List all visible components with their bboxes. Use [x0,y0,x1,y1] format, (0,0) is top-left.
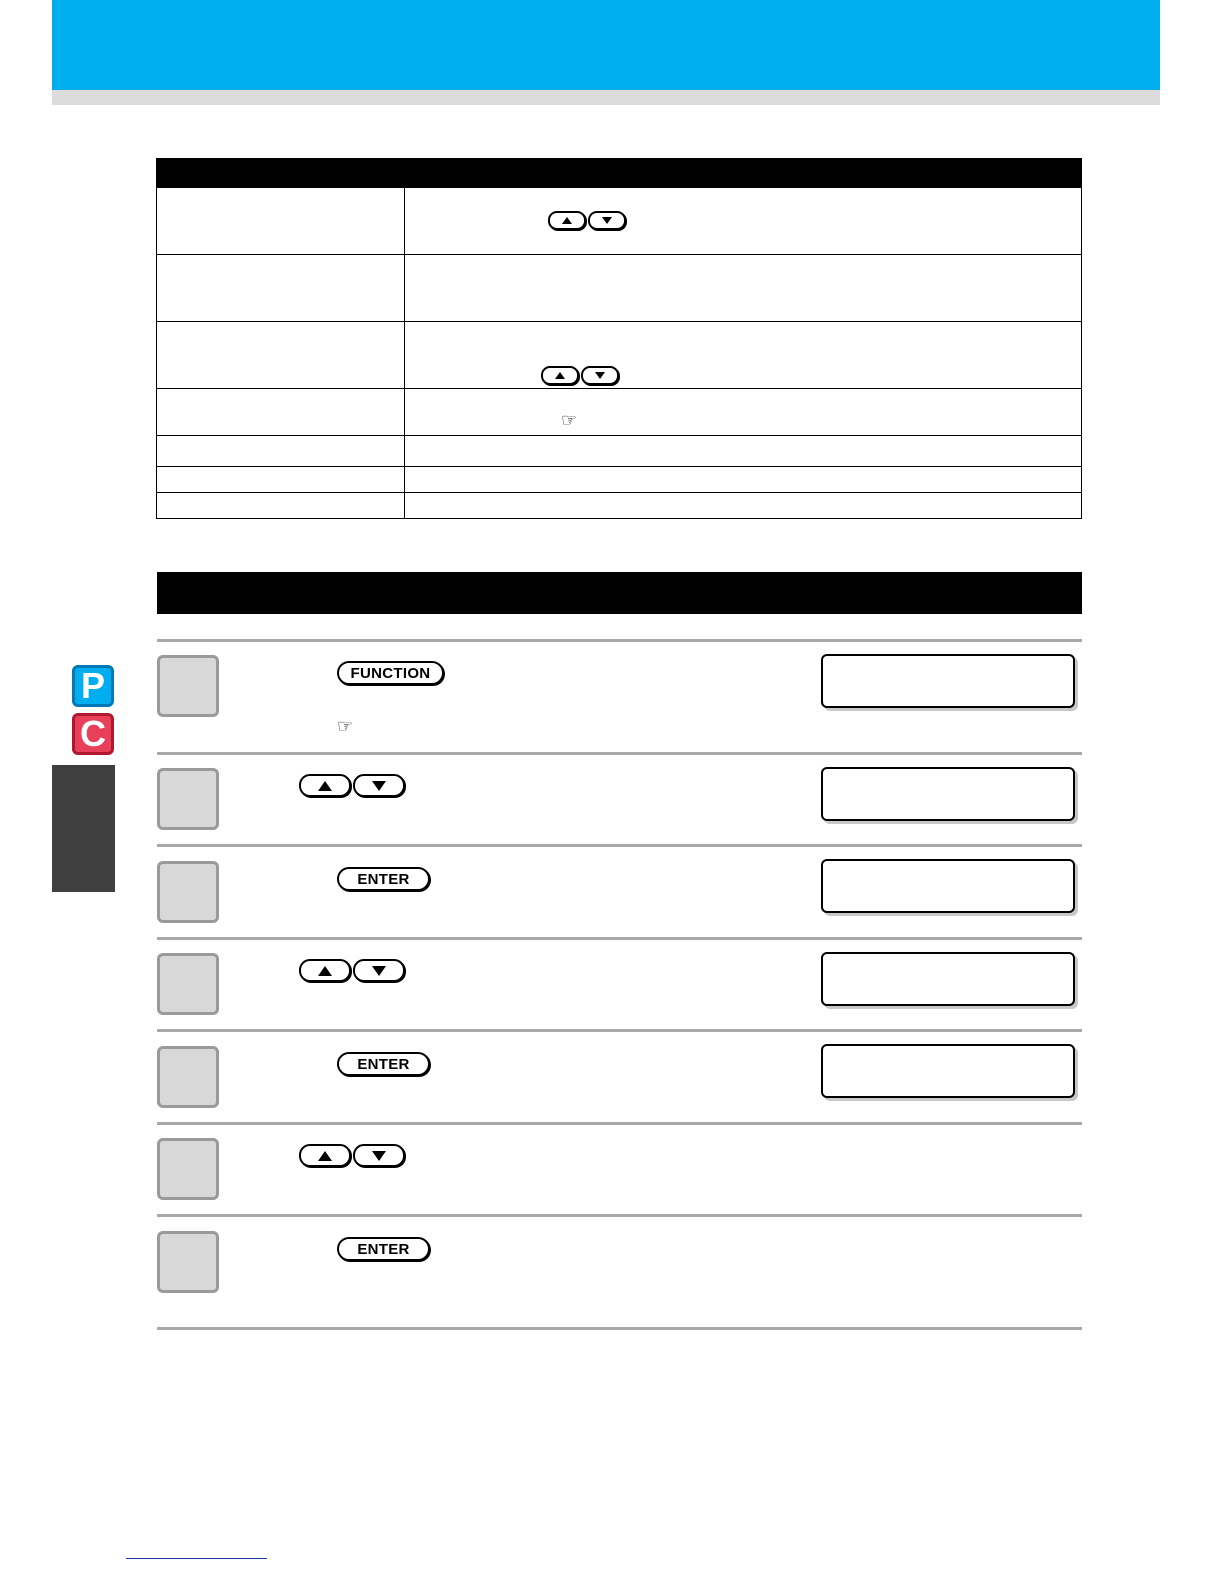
table-header-description [405,159,1082,188]
pointing-hand-icon: ☞ [337,716,354,737]
lcd-display [821,767,1075,821]
table-row [157,188,1082,255]
table-cell-item [157,467,405,493]
table-row [157,389,1082,436]
enter-key-button[interactable] [337,1237,430,1261]
step-divider [157,844,1082,847]
table-row [157,322,1082,389]
down-key-icon [588,211,626,230]
step-number-box [157,655,219,717]
up-key-icon [548,211,586,230]
table-cell-item [157,436,405,467]
step-divider [157,1029,1082,1032]
tab-c-label: C [80,713,106,754]
pointing-hand-icon: ☞ [561,410,578,431]
step-divider [157,1327,1082,1330]
function-key-label: FUNCTION [350,664,431,682]
table-cell-item [157,188,405,255]
down-key-icon [581,366,619,385]
lcd-display [821,859,1075,913]
arrow-keys [299,959,405,982]
table-header-row [157,159,1082,188]
step-divider [157,752,1082,755]
table-cell-description [405,255,1082,322]
table-header-item [157,159,405,188]
step-number-box [157,953,219,1015]
table-cell-description [405,188,1082,255]
step-number-box [157,768,219,830]
table-cell-description [405,436,1082,467]
table-row [157,493,1082,519]
up-key-icon[interactable] [299,1144,351,1167]
step-divider [157,937,1082,940]
step-number-box [157,1046,219,1108]
arrow-keys [299,1144,405,1167]
enter-key-button[interactable] [337,867,430,891]
arrow-keys [548,211,626,230]
table-row [157,255,1082,322]
table-cell-description [405,389,1082,436]
section-title-bar [157,572,1082,614]
up-key-icon [541,366,579,385]
table-cell-item [157,322,405,389]
up-key-icon[interactable] [299,959,351,982]
settings-table [156,158,1082,519]
table-cell-item [157,255,405,322]
table-cell-item [157,389,405,436]
tab-p-label: P [80,665,105,706]
step-number-box [157,1138,219,1200]
table-cell-description [405,467,1082,493]
table-cell-item [157,493,405,519]
enter-key-label: ENTER [357,1240,410,1258]
arrow-keys [299,774,405,797]
table-row [157,467,1082,493]
table-cell-description [405,322,1082,389]
chapter-side-tab [52,765,115,892]
table-row [157,436,1082,467]
step-divider [157,639,1082,642]
enter-key-label: ENTER [357,870,410,888]
table-cell-description [405,493,1082,519]
header-band [52,0,1160,90]
enter-key-label: ENTER [357,1055,410,1073]
tab-c[interactable] [72,713,114,755]
step-number-box [157,861,219,923]
tab-p[interactable] [72,665,114,707]
lcd-display [821,654,1075,708]
down-key-icon[interactable] [353,774,405,797]
footer-link-underline[interactable] [126,1558,267,1559]
arrow-keys [541,366,619,385]
step-divider [157,1122,1082,1125]
lcd-display [821,952,1075,1006]
up-key-icon[interactable] [299,774,351,797]
down-key-icon[interactable] [353,959,405,982]
header-shadow [52,90,1160,105]
enter-key-button[interactable] [337,1052,430,1076]
lcd-display [821,1044,1075,1098]
step-number-box [157,1231,219,1293]
step-divider [157,1214,1082,1217]
function-key-button[interactable] [337,661,444,685]
down-key-icon[interactable] [353,1144,405,1167]
